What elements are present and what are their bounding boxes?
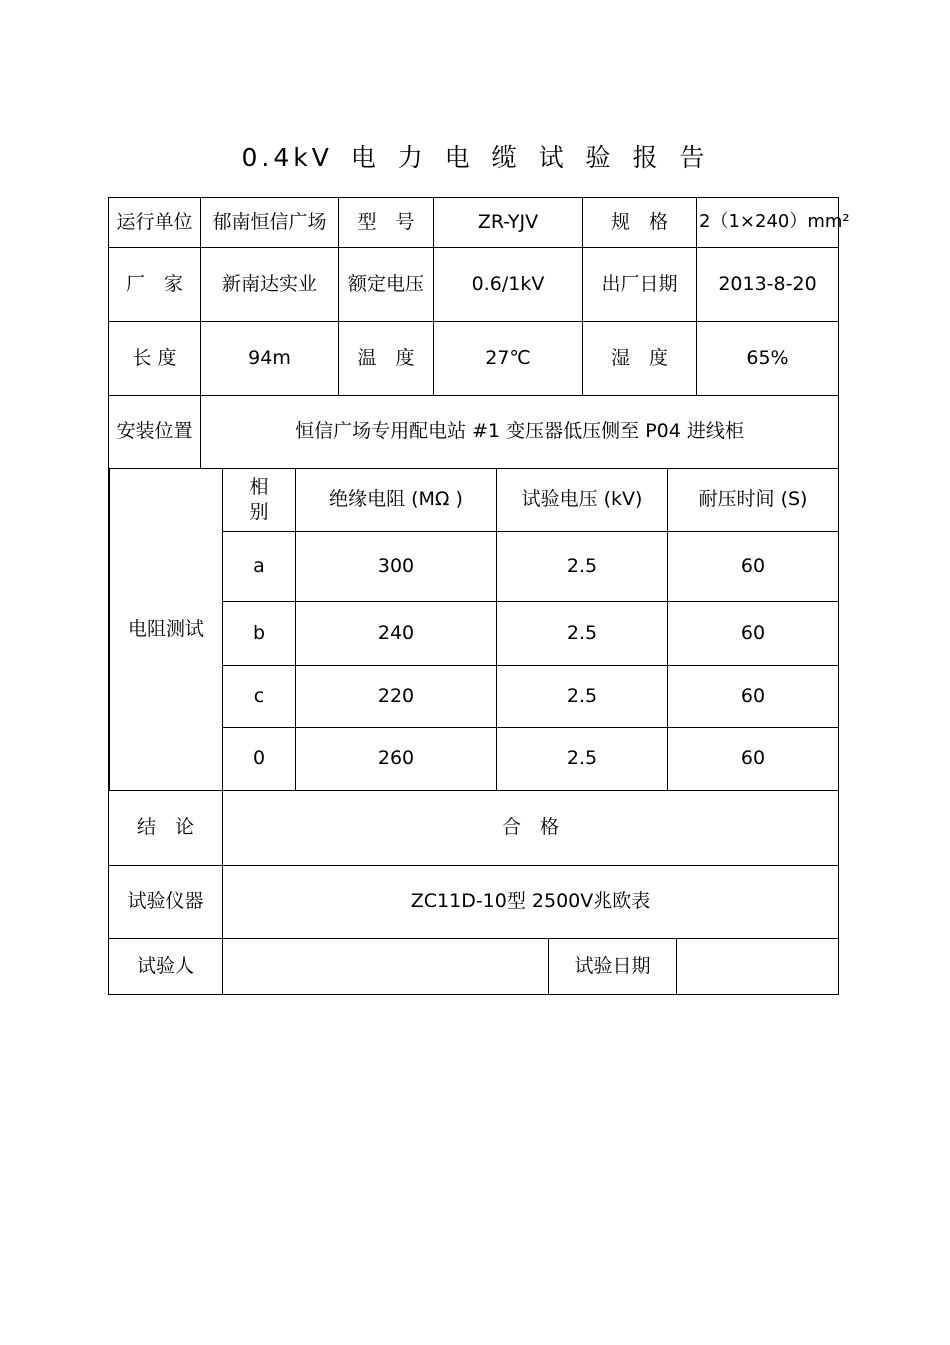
test-date-label: 试验日期: [549, 939, 677, 995]
conclusion-label: 结 论: [108, 791, 223, 866]
table-row-duration: 60: [668, 532, 839, 602]
length-value: 94m: [201, 322, 339, 396]
resistance-section-label: 电阻测试: [108, 469, 223, 791]
tester-value: [223, 939, 549, 995]
instrument-value: ZC11D-10型 2500V兆欧表: [223, 866, 839, 939]
voltage-label: 额定电压: [339, 248, 434, 322]
maker-label: 厂 家: [108, 248, 201, 322]
factory-date-label: 出厂日期: [583, 248, 697, 322]
table-row-test-voltage: 2.5: [497, 728, 668, 791]
table-row-test-voltage: 2.5: [497, 602, 668, 666]
humidity-label: 湿 度: [583, 322, 697, 396]
table-row-insulation: 240: [296, 602, 497, 666]
model-label: 型 号: [339, 197, 434, 248]
unit-value: 郁南恒信广场: [201, 197, 339, 248]
tester-label: 试验人: [108, 939, 223, 995]
instrument-label: 试验仪器: [108, 866, 223, 939]
spec-value: 2（1×240）mm²: [697, 197, 839, 248]
length-label: 长 度: [108, 322, 201, 396]
test-voltage-header: 试验电压 (kV): [497, 469, 668, 532]
conclusion-value: 合 格: [223, 791, 839, 866]
table-row-phase: c: [223, 666, 296, 728]
table-row-phase: b: [223, 602, 296, 666]
table-row-phase: a: [223, 532, 296, 602]
temperature-label: 温 度: [339, 322, 434, 396]
table-row-duration: 60: [668, 602, 839, 666]
table-row-insulation: 260: [296, 728, 497, 791]
table-row-duration: 60: [668, 666, 839, 728]
factory-date-value: 2013-8-20: [697, 248, 839, 322]
duration-header: 耐压时间 (S): [668, 469, 839, 532]
unit-label: 运行单位: [108, 197, 201, 248]
model-value: ZR-YJV: [434, 197, 583, 248]
table-row-test-voltage: 2.5: [497, 532, 668, 602]
test-date-value: [677, 939, 839, 995]
table-row-duration: 60: [668, 728, 839, 791]
temperature-value: 27℃: [434, 322, 583, 396]
report-title: 0.4kV 电 力 电 缆 试 验 报 告: [241, 143, 709, 172]
location-value: 恒信广场专用配电站 #1 变压器低压侧至 P04 进线柜: [201, 396, 839, 469]
table-row-insulation: 220: [296, 666, 497, 728]
spec-label: 规 格: [583, 197, 697, 248]
table-row-insulation: 300: [296, 532, 497, 602]
maker-value: 新南达实业: [201, 248, 339, 322]
table-row-phase: 0: [223, 728, 296, 791]
location-label: 安装位置: [108, 396, 201, 469]
voltage-value: 0.6/1kV: [434, 248, 583, 322]
phase-header: 相 别: [223, 469, 296, 532]
insulation-header: 绝缘电阻 (MΩ ): [296, 469, 497, 532]
table-row-test-voltage: 2.5: [497, 666, 668, 728]
humidity-value: 65%: [697, 322, 839, 396]
